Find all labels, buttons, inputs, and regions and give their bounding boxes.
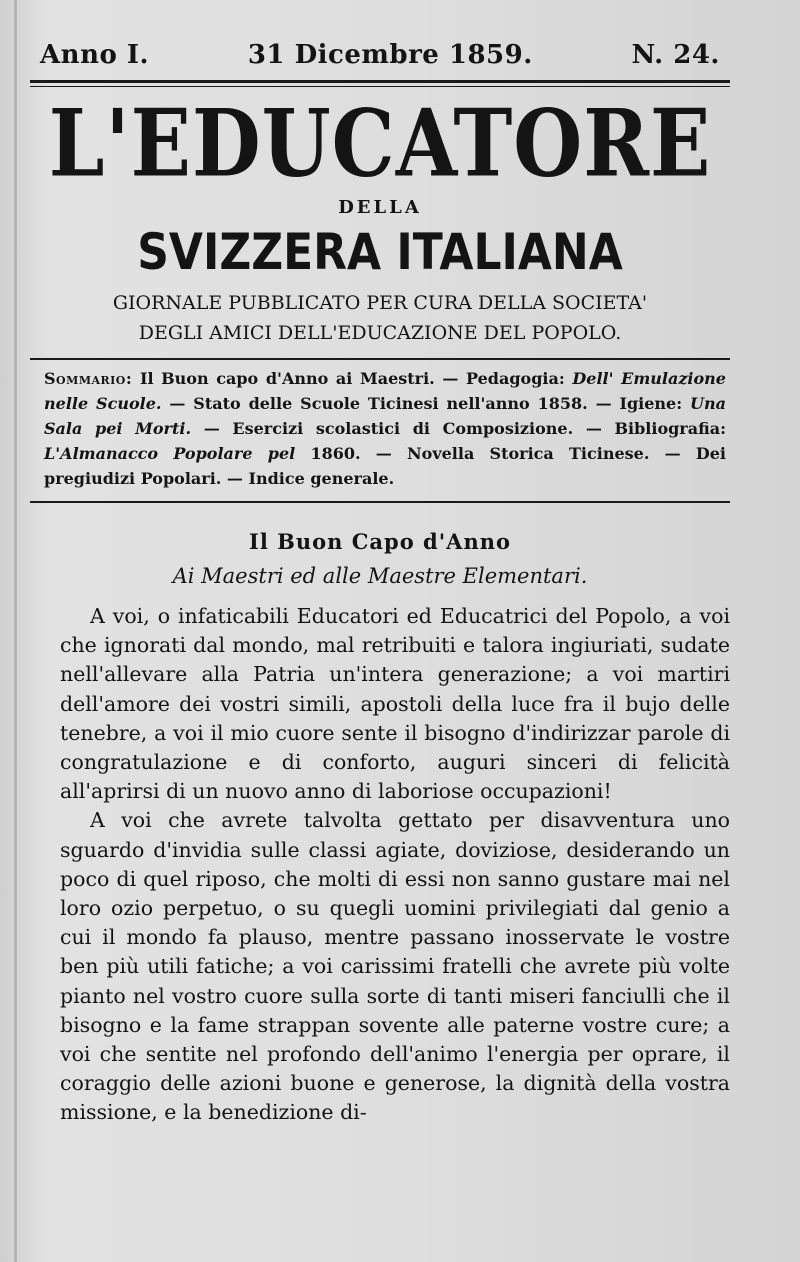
binding-edge [14,0,17,1262]
issue-year: Anno I. [40,40,150,70]
masthead-della: DELLA [338,197,422,218]
subtitle-line-1: GIORNALE PUBBLICATO PER CURA DELLA SOCIETA' [112,292,648,314]
sommario-part-3: — Stato delle Scuole Ticinesi nell'anno 1858. — Igiene: [169,394,683,413]
masthead-region: SVIZZERA ITALIANA [137,223,623,281]
issue-number: N. 24. [631,40,720,70]
sommario-label: Sommario: [44,369,133,388]
article-subtitle: Ai Maestri ed alle Maestre Elementari. [172,564,588,588]
header-rule [30,80,730,87]
article-paragraph-2: A voi che avrete talvolta gettato per disavventura uno sguardo d'invidia sulle classi agiate, doviziose, desiderando un poco di quel riposo, che molti di essi non sanno gustare mai nel loro ozio perpetuo, o su quegli uomini privilegiati dal genio a cui il mondo fa plauso, mentre passano inosservate le vostre ben più utili fatiche; a voi carissimi fratelli che avrete più volte pianto nel vostro cuore sulla sorte di tanti miseri fanciulli che il bisogno e la fame strappan sovente alle paterne vostre cure; a voi che sentite nel profondo dell'animo l'energia per oprare, il coraggio delle azioni buone e generose, la dignità della vostra missione, e la benedizione di- [60,808,730,1125]
article-title: Il Buon Capo d'Anno [249,529,511,554]
masthead-subtitle [30,288,730,348]
masthead-title: L'EDUCATORE [48,88,712,198]
sommario-part-4: Una Sala pei Morti. [44,394,726,438]
issue-date: 31 Dicembre 1859. [247,40,533,70]
sommario-part-2: Dell' Emulazione nelle Scuole. [44,369,726,413]
article-body [60,602,730,1128]
table-of-contents [44,366,726,491]
page-content [30,40,730,1128]
sommario-part-6: L'Almanacco Popolare pel [44,444,296,463]
sommario-part-7: 1860. — Novella Storica Ticinese. — Dei pregiudizi Popolari. — Indice generale. [44,444,727,488]
article-paragraph-1: A voi, o infaticabili Educatori ed Educatrici del Popolo, a voi che ignorati dal mondo, mal retribuiti e talora ingiuriati, sudate nell'allevare alla Patria un'intera generazione; a voi martiri dell'amore dei vostri simili, apostoli della luce fra il bujo delle tenebre, a voi il mio cuore sente il bisogno d'indirizzar parole di congratulazione e di conforto, auguri sinceri di felicità all'aprirsi di un nuovo anno di laboriose occupazioni! [60,604,730,804]
subtitle-line-2: DEGLI AMICI DELL'EDUCAZIONE DEL POPOLO. [138,322,622,344]
sommario-bottom-rule [30,501,730,503]
issue-header [30,40,730,70]
sommario-part-5: — Esercizi scolastici di Composizione. — Bibliografia: [203,419,727,438]
sommario-top-rule [30,358,730,360]
sommario-part-1: Il Buon capo d'Anno ai Maestri. — Pedagogia: [139,369,565,388]
